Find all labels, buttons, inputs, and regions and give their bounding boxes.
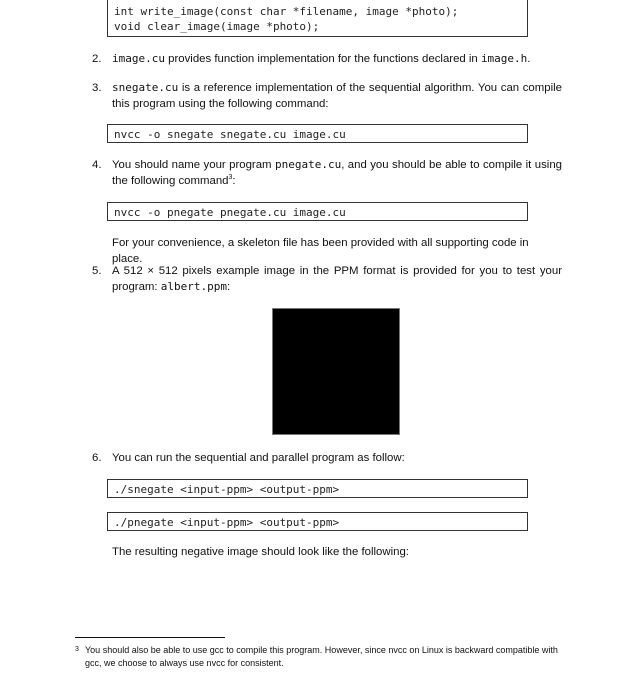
inline-code: pnegate.cu xyxy=(274,158,342,171)
list-text: You can run the sequential and parallel program as follow: xyxy=(112,452,405,464)
code-line: nvcc -o snegate snegate.cu image.cu xyxy=(114,128,346,141)
result-note: The resulting negative image should look like the following: xyxy=(112,546,409,558)
code-line: nvcc -o pnegate pnegate.cu image.cu xyxy=(114,206,346,219)
list-number: 6. xyxy=(92,452,102,464)
footnote-number: 3 xyxy=(75,646,79,653)
footnote-ref: 3 xyxy=(228,174,233,182)
list-number: 4. xyxy=(92,159,102,171)
list-number: 2. xyxy=(92,53,102,65)
inline-code: image.cu xyxy=(112,52,165,65)
footnote xyxy=(75,644,565,669)
example-image xyxy=(272,308,400,435)
inline-code: snegate.cu xyxy=(112,81,179,94)
code-block-compile-snegate xyxy=(107,124,528,143)
code-block-run-pnegate xyxy=(107,512,528,531)
footnote-text: You should also be able to use gcc to compile this program. However, since nvcc on Linux is backward compatible with gcc, we choose to always use nvcc for consistent. xyxy=(85,645,558,668)
inline-code: albert.ppm xyxy=(160,280,227,293)
footnote-divider xyxy=(75,637,225,638)
list-text: You should name your program pnegate.cu, and you should be able to compile it using the following command$^3$: xyxy=(112,158,562,187)
code-block-run-snegate xyxy=(107,479,528,498)
list-number: 3. xyxy=(92,82,102,94)
list-number: 5. xyxy=(92,265,102,277)
code-block-function-declarations xyxy=(107,0,528,37)
code-line: ./pnegate <input-ppm> <output-ppm> xyxy=(114,516,340,529)
list-text: snegate.cu is a reference implementation of the sequential algorithm. You can compile this program using the following command: xyxy=(112,81,562,110)
code-line: ./snegate <input-ppm> <output-ppm> xyxy=(114,483,340,496)
code-line: int write_image(const char *filename, image *photo); xyxy=(114,5,459,18)
skeleton-note: For your convenience, a skeleton file has been provided with all supporting code in place. xyxy=(112,237,529,265)
list-text: A 512 × 512 pixels example image in the PPM format is provided for you to test your program: albert.ppm: xyxy=(112,265,562,293)
inline-code: image.h xyxy=(480,52,528,65)
code-block-compile-pnegate xyxy=(107,202,528,221)
list-text: image.cu provides function implementation for the functions declared in image.h. xyxy=(112,52,531,65)
code-line: void clear_image(image *photo); xyxy=(114,20,320,33)
